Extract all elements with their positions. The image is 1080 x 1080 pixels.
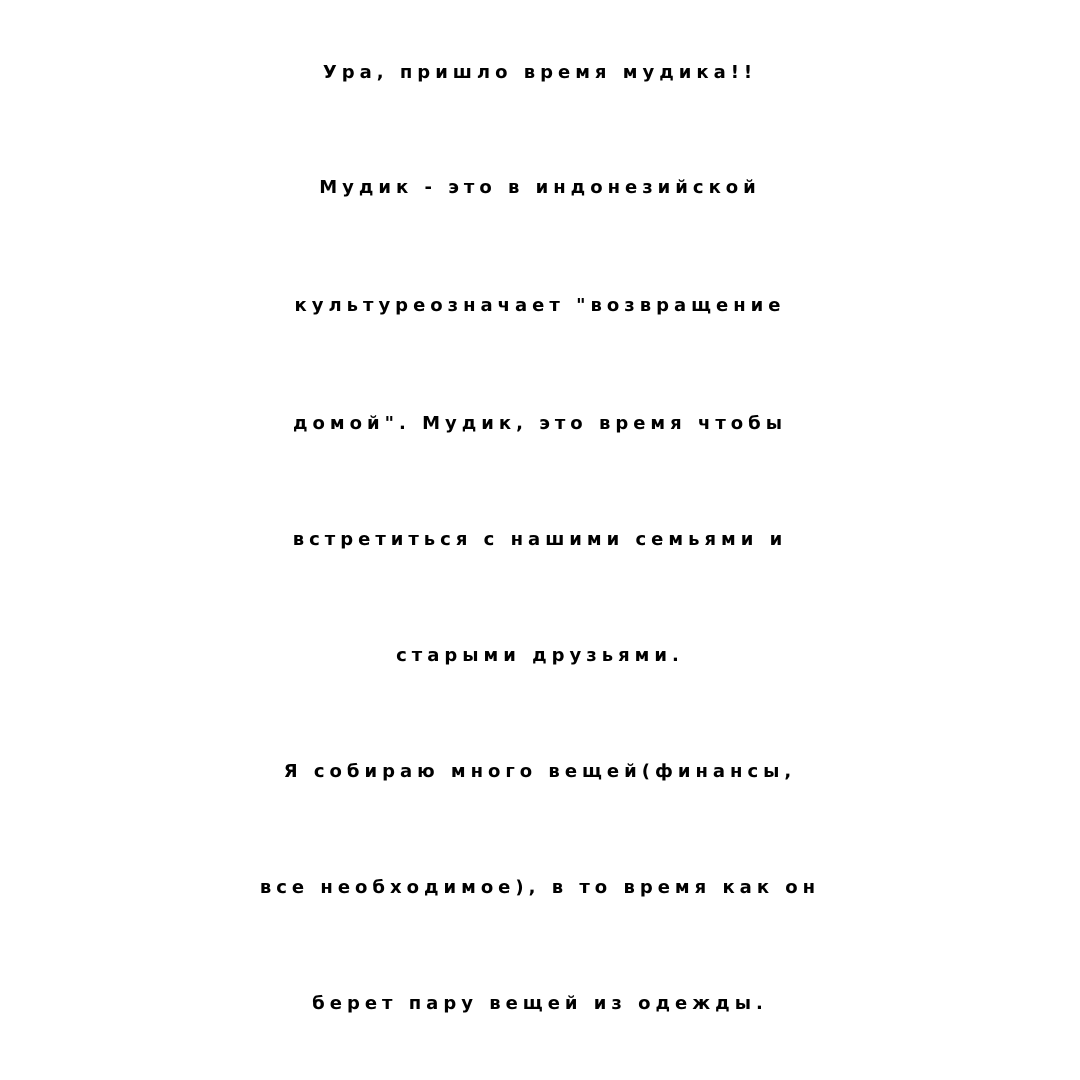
text-line-6: старыми друзьями. <box>396 645 684 666</box>
text-line-2: Мудик - это в индонезийской <box>319 177 761 198</box>
text-line-3: культуреозначает "возвращение <box>294 295 786 316</box>
text-line-7: Я собираю много вещей(финансы, <box>283 761 797 782</box>
text-line-5: встретиться с нашими семьями и <box>292 529 788 550</box>
text-line-4: домой". Мудик, это время чтобы <box>293 413 787 434</box>
text-line-8: все необходимое), в то время как он <box>259 877 821 898</box>
text-line-9: берет пару вещей из одежды. <box>312 993 768 1014</box>
text-line-1: Ура, пришло время мудика!! <box>322 62 758 83</box>
